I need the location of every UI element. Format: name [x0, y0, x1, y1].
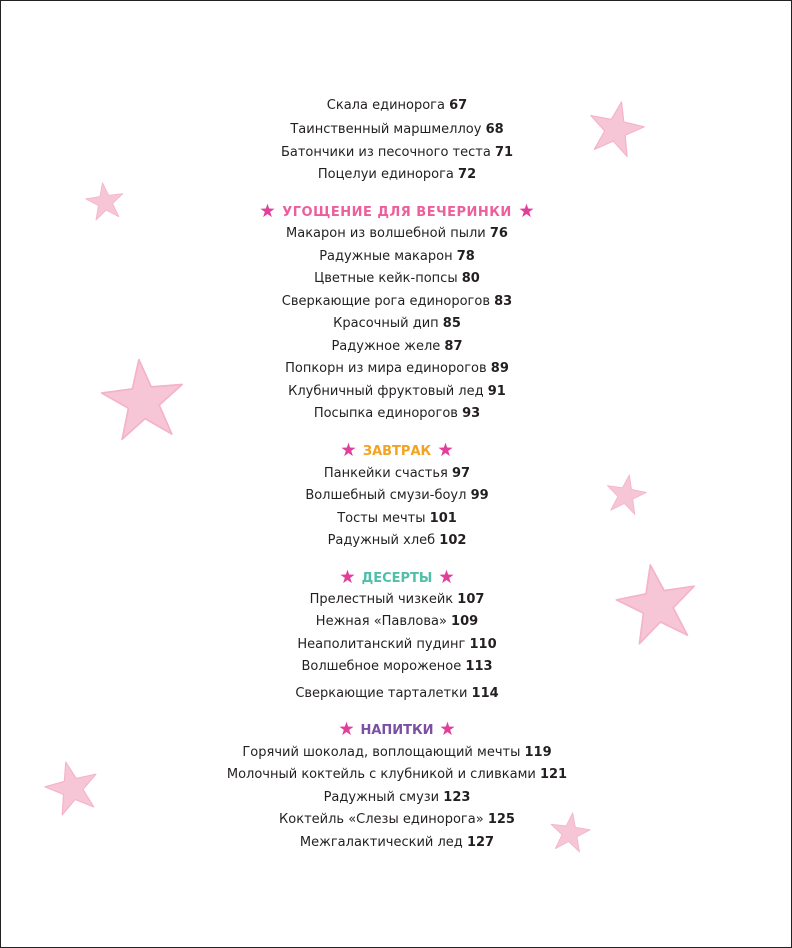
- entry-title: Сверкающие тарталетки: [295, 686, 468, 701]
- section-title: НАПИТКИ: [360, 723, 434, 738]
- toc-entry: [1, 488, 792, 504]
- entry-title: Батончики из песочного теста: [280, 145, 491, 160]
- toc-entry: [1, 406, 792, 422]
- star-icon: [338, 721, 355, 736]
- entry-page: 91: [487, 384, 506, 399]
- entry-title: Молочный коктейль с клубникой и сливками: [226, 767, 536, 782]
- entry-title: Межгалактический лед: [299, 835, 463, 850]
- entry-title: Посыпка единорогов: [313, 406, 458, 421]
- toc-entry: [1, 790, 792, 806]
- toc-entry: [1, 745, 792, 761]
- entry-title: Клубничный фруктовый лед: [288, 384, 484, 399]
- entry-page: 97: [452, 466, 471, 481]
- section-heading-party: [1, 203, 792, 221]
- entry-page: 67: [449, 98, 468, 113]
- toc-entry: [1, 511, 792, 527]
- entry-page: 78: [456, 249, 475, 264]
- star-icon: [438, 569, 455, 584]
- toc-entry: [1, 361, 792, 377]
- toc-entry: [1, 686, 792, 702]
- toc-entry: [1, 316, 792, 332]
- entry-page: 121: [539, 767, 568, 782]
- entry-title: Горячий шоколад, воплощающий мечты: [242, 745, 521, 760]
- toc-entry: [1, 614, 792, 630]
- entry-page: 89: [490, 361, 509, 376]
- toc-entry: [1, 249, 792, 265]
- entry-title: Прелестный чизкейк: [309, 592, 454, 607]
- entry-title: Скала единорога: [326, 98, 445, 113]
- entry-page: 110: [469, 637, 497, 652]
- entry-page: 101: [429, 511, 457, 526]
- entry-title: Тосты мечты: [337, 511, 426, 526]
- entry-title: Макарон из волшебной пыли: [286, 226, 486, 241]
- section-heading-breakfast: [1, 442, 792, 460]
- toc-entry: [1, 637, 792, 653]
- entry-title: Панкейки счастья: [323, 466, 448, 481]
- entry-page: 80: [461, 271, 480, 286]
- toc-entry: [1, 98, 792, 114]
- toc-entry: [1, 145, 792, 161]
- section-title: ЗАВТРАК: [362, 444, 432, 459]
- star-icon: [339, 569, 356, 584]
- toc-entry: [1, 167, 792, 183]
- toc-entry: [1, 812, 792, 828]
- toc-entry: [1, 835, 792, 851]
- entry-page: 83: [494, 294, 513, 309]
- entry-page: 99: [470, 488, 489, 503]
- toc-entry: [1, 533, 792, 549]
- entry-page: 109: [451, 614, 479, 629]
- entry-title: Коктейль «Слезы единорога»: [279, 812, 484, 827]
- entry-page: 102: [439, 533, 467, 548]
- toc-entry: [1, 384, 792, 400]
- toc-entry: [1, 466, 792, 482]
- toc-entry: [1, 226, 792, 242]
- section-title: ДЕСЕРТЫ: [361, 571, 433, 586]
- toc-entry: [1, 122, 792, 138]
- entry-title: Волшебное мороженое: [301, 659, 462, 674]
- entry-title: Цветные кейк-попсы: [314, 271, 458, 286]
- entry-page: 87: [444, 339, 463, 354]
- entry-page: 113: [465, 659, 493, 674]
- entry-page: 123: [443, 790, 471, 805]
- entry-page: 125: [487, 812, 515, 827]
- entry-page: 119: [524, 745, 552, 760]
- entry-title: Поцелуи единорога: [317, 167, 454, 182]
- star-icon: [259, 203, 276, 218]
- toc-entry: [1, 592, 792, 608]
- entry-title: Попкорн из мира единорогов: [285, 361, 487, 376]
- section-heading-drinks: [1, 721, 792, 739]
- toc-entry: [1, 339, 792, 355]
- section-title: УГОЩЕНИЕ ДЛЯ ВЕЧЕРИНКИ: [282, 205, 512, 220]
- entry-title: Сверкающие рога единорогов: [281, 294, 490, 309]
- star-icon: [439, 721, 456, 736]
- star-icon: [518, 203, 535, 218]
- entry-title: Радужное желе: [331, 339, 441, 354]
- entry-title: Неаполитанский пудинг: [297, 637, 466, 652]
- entry-title: Красочный дип: [333, 316, 439, 331]
- star-icon: [340, 442, 357, 457]
- section-heading-desserts: [1, 569, 792, 587]
- entry-page: 85: [442, 316, 461, 331]
- toc-entry: [1, 294, 792, 310]
- entry-page: 71: [494, 145, 514, 160]
- entry-page: 76: [489, 226, 508, 241]
- entry-page: 93: [462, 406, 481, 421]
- entry-page: 114: [471, 686, 499, 701]
- entry-title: Нежная «Павлова»: [315, 614, 447, 629]
- entry-title: Радужные макарон: [319, 249, 453, 264]
- entry-page: 68: [485, 122, 504, 137]
- toc-entry: [1, 767, 792, 783]
- entry-title: Таинственный маршмеллоу: [290, 122, 482, 137]
- entry-title: Радужный хлеб: [327, 533, 436, 548]
- entry-page: 107: [457, 592, 485, 607]
- entry-page: 72: [458, 167, 477, 182]
- toc-entry: [1, 271, 792, 287]
- star-icon: [437, 442, 454, 457]
- entry-title: Волшебный смузи-боул: [305, 488, 467, 503]
- entry-page: 127: [466, 835, 495, 850]
- toc-entry: [1, 659, 792, 675]
- entry-title: Радужный смузи: [323, 790, 440, 805]
- star-icon: [37, 753, 107, 821]
